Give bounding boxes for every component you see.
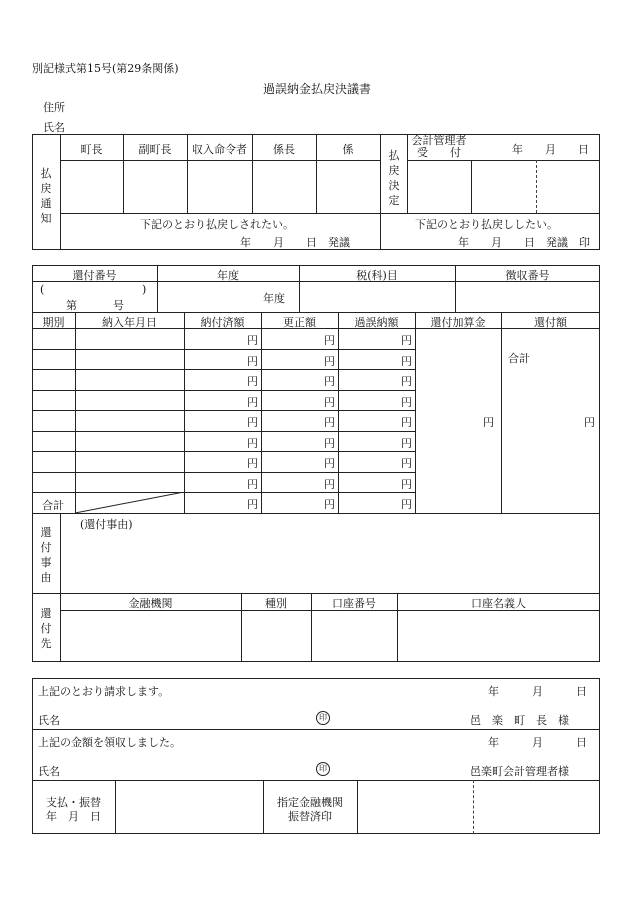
dest-bank: 金融機関 [128,597,173,610]
yen-unit: 円 [247,416,258,429]
refund-destination-label: 還付先 [40,607,52,650]
receipt-text: 上記の金額を領収しました。 [38,736,181,749]
notice-date: 年 月 日 発議 [240,236,350,249]
refund-interest-yen: 円 [483,416,494,429]
refund-decision-label: 払戻決定 [388,149,400,207]
yen-unit: 円 [324,355,335,368]
table-row-line [32,369,415,370]
document-title: 過誤納金払戻決議書 [263,82,372,96]
notice-text: 下記のとおり払戻しされたい。 [140,218,294,231]
decision-date-header: 年 月 日 [512,143,589,156]
request-date: 年 月 日 [488,685,587,698]
table-row-line [32,431,415,432]
yen-unit: 円 [401,478,412,491]
header-mayor: 町長 [80,143,103,156]
header-staff: 係 [342,143,354,156]
yen-unit: 円 [247,334,258,347]
header-tax-item: 税(科)目 [356,269,398,282]
number-dai: 第 [66,299,77,312]
request-name-label: 氏名 [38,714,60,727]
refund-total-label: 合計 [508,352,530,365]
request-seal: 印 [316,711,330,725]
fiscal-year-suffix: 年度 [263,292,285,305]
refund-amount-yen: 円 [584,416,595,429]
yen-unit: 円 [247,457,258,470]
yen-unit: 円 [247,498,258,511]
paren-close: ) [142,283,147,296]
col-refund-amount: 還付額 [534,316,567,329]
receipt-name-label: 氏名 [38,765,60,778]
decision-text: 下記のとおり払戻ししたい。 [415,218,558,231]
yen-unit: 円 [247,396,258,409]
refund-reason-header: (還付事由) [80,518,133,531]
dest-type: 種別 [265,597,287,610]
dest-account-holder: 口座名義人 [471,597,526,610]
col-payment-date: 納入年月日 [102,316,157,329]
col-overpaid-amount: 過誤納額 [354,316,399,329]
yen-unit: 円 [401,334,412,347]
total-diagonal [75,492,184,513]
yen-unit: 円 [401,498,412,511]
yen-unit: 円 [324,498,335,511]
header-collection-number: 徴収番号 [505,269,550,282]
payment-transfer-label: 支払・振替 [46,796,101,809]
col-refund-interest: 還付加算金 [430,316,486,329]
designated-bank-label: 指定金融機関 [277,796,343,809]
yen-unit: 円 [324,416,335,429]
mayor-addressee: 邑 楽 町 長 様 [470,714,569,727]
yen-unit: 円 [324,457,335,470]
yen-unit: 円 [324,478,335,491]
paren-open: ( [40,283,45,296]
yen-unit: 円 [324,396,335,409]
accountant-addressee: 邑楽町会計管理者様 [470,765,569,778]
header-refund-number: 還付番号 [72,269,117,282]
yen-unit: 円 [247,375,258,388]
yen-unit: 円 [324,334,335,347]
number-go: 号 [113,299,124,312]
header-section-chief: 係長 [273,143,295,156]
yen-unit: 円 [247,355,258,368]
yen-unit: 円 [401,396,412,409]
header-fiscal-year: 年度 [217,269,239,282]
yen-unit: 円 [401,355,412,368]
form-number: 別記様式第15号(第29条関係) [32,62,179,75]
dest-account-number: 口座番号 [332,597,376,610]
receipt-seal: 印 [316,762,330,776]
total-row-label: 合計 [42,499,64,512]
refund-reason-label: 還付事由 [40,526,52,584]
accountant-reception-label: 会計管理者 受 付 [411,134,467,159]
table-row-line [32,472,415,473]
table-row-line [32,410,415,411]
yen-unit: 円 [401,457,412,470]
refund-notice-label: 払戻通知 [40,167,52,225]
yen-unit: 円 [324,375,335,388]
col-period: 期別 [42,316,65,329]
decision-date: 年 月 日 発議 印 [458,236,590,249]
header-revenue-officer: 収入命令者 [192,143,247,156]
yen-unit: 円 [324,437,335,450]
header-deputy-mayor: 副町長 [138,143,172,156]
yen-unit: 円 [401,375,412,388]
col-paid-amount: 納付済額 [200,316,245,329]
yen-unit: 円 [401,416,412,429]
col-corrected-amount: 更正額 [283,316,316,329]
request-text: 上記のとおり請求します。 [38,685,170,698]
yen-unit: 円 [247,478,258,491]
yen-unit: 円 [247,437,258,450]
table-row-line [32,451,415,452]
address-label: 住所 [43,101,65,114]
table-row-line [32,390,415,391]
transfer-stamp-label: 振替済印 [288,810,332,823]
payment-transfer-date: 年 月 日 [46,810,101,823]
yen-unit: 円 [401,437,412,450]
table-row-line [32,349,415,350]
name-label: 氏名 [43,121,65,134]
receipt-date: 年 月 日 [488,736,587,749]
